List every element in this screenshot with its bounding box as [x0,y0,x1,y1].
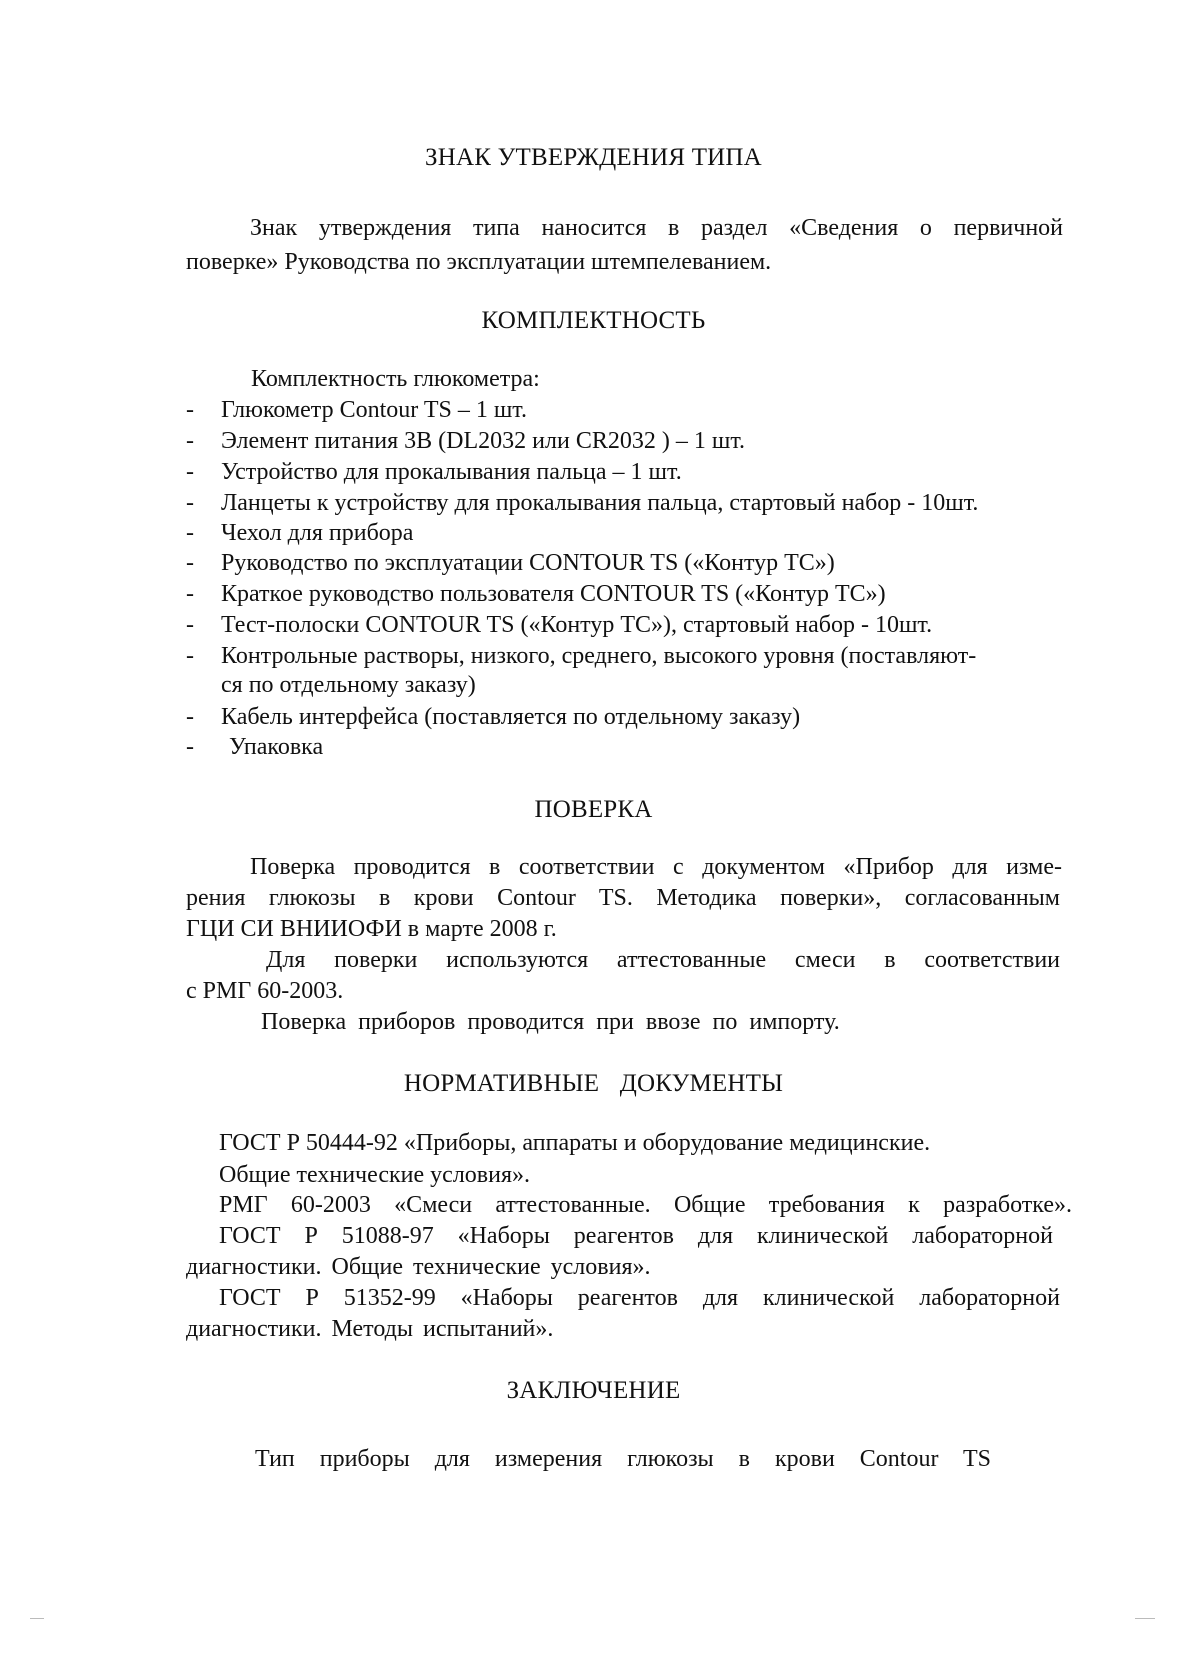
verification-line-1: Поверка проводится в соответствии с документом «Прибор для изме- [250,854,1062,880]
bullet-dash: - [186,550,194,576]
conclusion-line-1: Тип приборы для измерения глюкозы в крови Contour TS [255,1446,991,1472]
bullet-dash: - [186,397,194,423]
bullet-dash: - [186,581,194,607]
type-approval-line-1: Знак утверждения типа наносится в раздел «Сведения о первичной [250,215,1063,241]
verification-line-4: Для поверки используются аттестованные смеси в соответствии [266,947,1060,973]
list-item: Тест-полоски CONTOUR TS («Контур ТС»), стартовый набор - 10шт. [221,612,933,638]
list-item: Краткое руководство пользователя CONTOUR TS («Контур ТС») [221,581,886,607]
list-item-continuation: ся по отдельному заказу) [221,672,476,698]
normative-line-7: диагностики. Методы испытаний». [186,1316,554,1342]
heading-verification: ПОВЕРКА [534,796,653,823]
list-item: Упаковка [229,734,324,760]
bullet-dash: - [186,704,194,730]
normative-line-4: ГОСТ Р 51088-97 «Наборы реагентов для клинической лабораторной [219,1223,1053,1249]
scan-speck [30,1618,44,1619]
list-item: Элемент питания 3В (DL2032 или CR2032 ) – 1 шт. [221,428,746,454]
bullet-dash: - [186,612,194,638]
heading-completeness: КОМПЛЕКТНОСТЬ [481,307,706,334]
normative-line-5: диагностики. Общие технические условия». [186,1254,651,1280]
verification-line-6: Поверка приборов проводится при ввозе по импорту. [261,1009,840,1035]
heading-normative-docs: НОРМАТИВНЫЕ ДОКУМЕНТЫ [403,1070,784,1097]
bullet-dash: - [186,734,194,760]
bullet-dash: - [186,459,194,485]
scan-speck [1135,1618,1155,1619]
bullet-dash: - [186,643,194,669]
bullet-dash: - [186,490,194,516]
list-item: Устройство для прокалывания пальца – 1 шт. [221,459,682,485]
normative-line-3: РМГ 60-2003 «Смеси аттестованные. Общие требования к разработке». [219,1192,1072,1218]
list-item: Ланцеты к устройству для прокалывания пальца, стартовый набор - 10шт. [221,490,979,516]
verification-line-3: ГЦИ СИ ВНИИОФИ в марте 2008 г. [186,916,557,942]
verification-line-2: рения глюкозы в крови Contour TS. Методика поверки», согласованным [186,885,1060,911]
normative-line-6: ГОСТ Р 51352-99 «Наборы реагентов для клинической лабораторной [219,1285,1060,1311]
bullet-dash: - [186,428,194,454]
completeness-intro: Комплектность глюкометра: [251,366,540,392]
normative-line-2: Общие технические условия». [219,1162,531,1188]
list-item: Глюкометр Contour TS – 1 шт. [221,397,527,423]
heading-conclusion: ЗАКЛЮЧЕНИЕ [506,1377,681,1404]
type-approval-line-2: поверке» Руководства по эксплуатации штемпелеванием. [186,249,772,275]
list-item: Кабель интерфейса (поставляется по отдельному заказу) [221,704,801,730]
list-item: Чехол для прибора [221,520,414,546]
heading-type-approval: ЗНАК УТВЕРЖДЕНИЯ ТИПА [425,144,762,171]
normative-line-1: ГОСТ Р 50444-92 «Приборы, аппараты и оборудование медицинские. [219,1130,931,1156]
list-item: Контрольные растворы, низкого, среднего, высокого уровня (поставляют- [221,643,977,669]
list-item: Руководство по эксплуатации CONTOUR TS («Контур ТС») [221,550,835,576]
verification-line-5: с РМГ 60-2003. [186,978,344,1004]
bullet-dash: - [186,520,194,546]
